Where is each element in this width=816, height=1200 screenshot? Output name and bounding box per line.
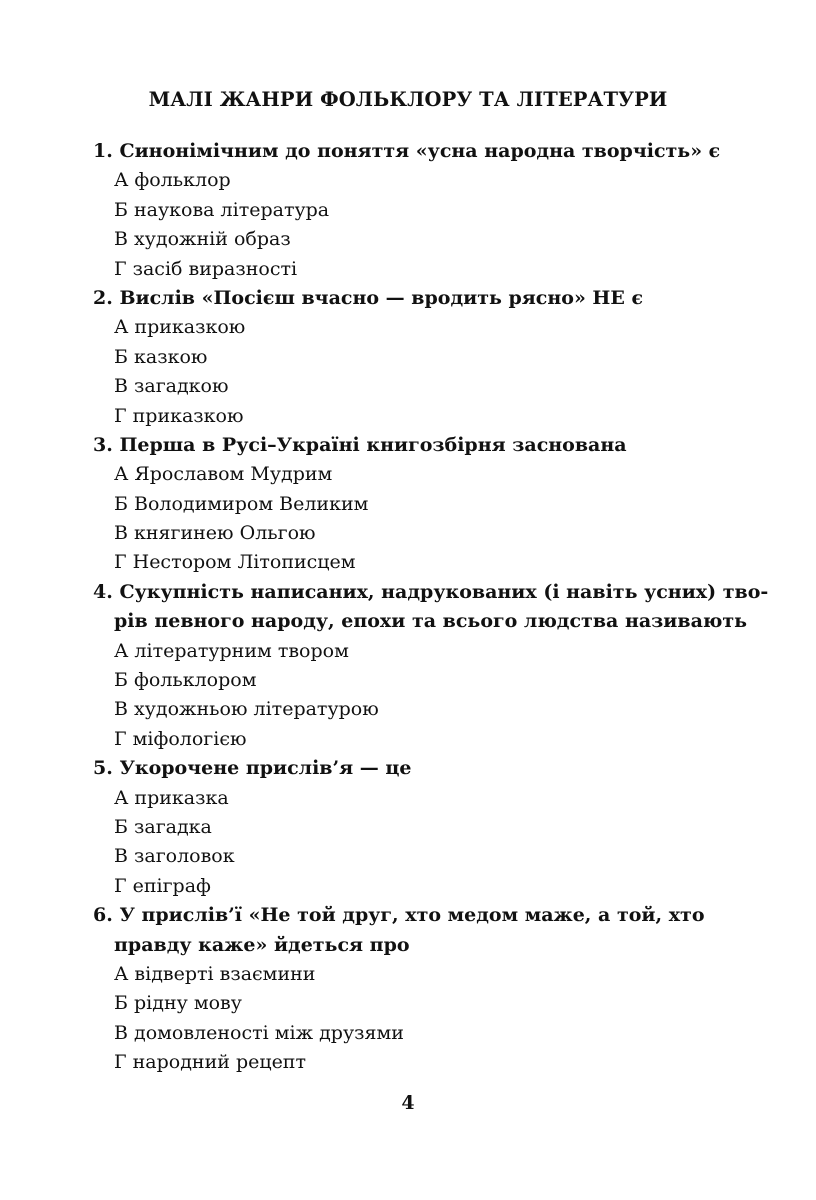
question-text: 5. Укорочене прислів’я — це [93,757,412,780]
answer-option-d: Г народний рецепт [114,1051,306,1074]
answer-option-d: Г засіб виразності [114,257,298,280]
question-3 [93,431,753,578]
page-title: МАЛІ ЖАНРИ ФОЛЬКЛОРУ ТА ЛІТЕРАТУРИ [148,88,668,111]
answer-option-c: В княгинею Ольгою [114,522,316,545]
answer-option-a: А приказкою [114,316,246,339]
answer-option-c: В художньою літературою [114,698,379,721]
answer-option-c: В художній образ [114,228,291,251]
question-4 [93,578,769,754]
question-text: 6. У прислів’ї «Не той друг, хто медом маже, а той, хто [93,904,705,927]
answer-option-d: Г приказкою [114,404,244,427]
question-list [93,137,769,1078]
question-text-continued: рів певного народу, епохи та всього людства називають [114,610,748,633]
answer-option-b: Б рідну мову [114,992,242,1015]
question-2 [93,284,753,431]
answer-option-c: В заголовок [114,845,235,868]
answer-option-b: Б загадка [114,815,212,838]
question-1 [93,137,753,284]
question-text: 3. Перша в Русі–Україні книгозбірня заснована [93,433,627,456]
question-6 [93,901,753,1077]
answer-option-a: А літературним твором [114,639,349,662]
page-number: 4 [401,1092,415,1114]
question-text: 1. Синонімічним до поняття «усна народна творчість» є [93,140,721,162]
question-text: 2. Вислів «Посієш вчасно — вродить рясно» НЕ є [93,286,644,309]
answer-option-a: А приказка [114,786,229,809]
answer-option-d: Г Нестором Літописцем [114,551,356,574]
question-text: 4. Сукупність написаних, надрукованих (і навіть усних) тво- [93,580,769,603]
answer-option-b: Б наукова література [114,198,330,221]
answer-option-c: В домовленості між друзями [114,1021,404,1044]
answer-option-a: А відверті взаємини [114,962,316,985]
question-text-continued: правду каже» йдеться про [114,933,410,956]
answer-option-d: Г епіграф [114,874,211,897]
answer-option-a: А Ярославом Мудрим [114,463,333,486]
question-5 [93,754,753,901]
answer-option-b: Б Володимиром Великим [114,492,369,515]
answer-option-b: Б казкою [114,345,208,368]
answer-option-d: Г міфологією [114,727,247,750]
answer-option-b: Б фольклором [114,669,257,692]
answer-option-c: В загадкою [114,375,229,398]
answer-option-a: А фольклор [114,169,231,192]
